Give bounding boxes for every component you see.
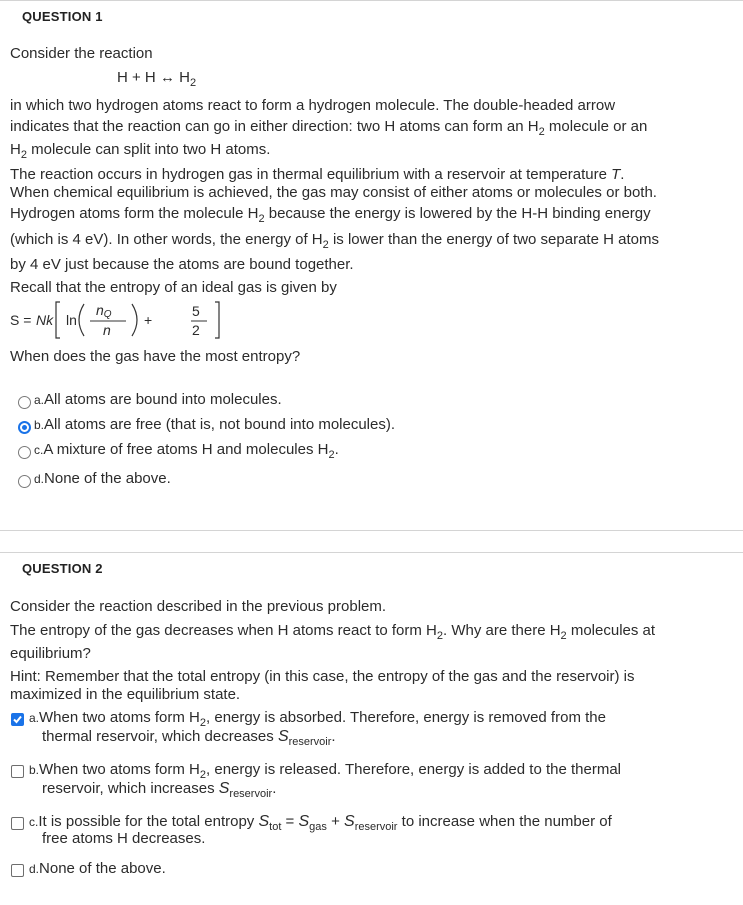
question-2-top-divider <box>0 552 743 553</box>
formula-numerator: nQ <box>96 302 112 320</box>
q2-option-b-checkbox[interactable] <box>11 765 24 778</box>
q1-option-d-radio[interactable] <box>18 475 31 488</box>
q2-option-a[interactable]: a.When two atoms form $H_2$, energy is absorbed. Therefore, energy is removed from the thermal reservoir, which decreases $S_{reservoir}$. <box>29 709 606 748</box>
top-divider <box>0 0 743 1</box>
q2-option-d-checkbox[interactable] <box>11 864 24 877</box>
checkmark-icon <box>11 713 24 726</box>
q1-option-a[interactable]: a.All atoms are bound into molecules. <box>34 391 282 408</box>
question-2-header: QUESTION 2 <box>22 561 103 576</box>
q1-paragraph-1: in which two hydrogen atoms react to form a hydrogen molecule. The double-headed arrow indicates that the reaction can go in either direction: two H atoms can form an $H_2$ molecule or an $H_2$ molecule can split into two H atoms. <box>10 97 648 161</box>
q1-option-d[interactable]: d.None of the above. <box>34 470 171 487</box>
q2-option-c[interactable]: c.It is possible for the total entropy $S_{tot} = S_{gas} + S_{reservoir}$ to increase when the number of free atoms H decreases. <box>29 813 612 847</box>
q1-intro: Consider the reaction <box>10 45 153 62</box>
q2-option-b[interactable]: b.When two atoms form $H_2$, energy is released. Therefore, energy is added to the thermal reservoir, which increases $S_{reservoir}$. <box>29 761 621 800</box>
q1-question: When does the gas have the most entropy? <box>10 348 301 365</box>
q2-hint: Hint: Remember that the total entropy (in this case, the entropy of the gas and the reservoir) is maximized in the equilibrium state. <box>10 668 635 703</box>
q2-option-c-checkbox[interactable] <box>11 817 24 830</box>
q2-option-d[interactable]: d.None of the above. <box>29 860 166 877</box>
section-divider <box>0 530 743 531</box>
q1-option-b[interactable]: b.All atoms are free (that is, not bound into molecules). <box>34 416 396 433</box>
q1-reaction: H + H ↔ $H_2$ <box>117 69 197 89</box>
q2-question: The entropy of the gas decreases when H atoms react to form $H_2$. Why are there $H_2$ molecules at equilibrium? <box>10 622 656 662</box>
q2-intro: Consider the reaction described in the previous problem. <box>10 598 387 615</box>
entropy-formula: S = Nk ln nQ n + 5 2 <box>10 300 220 340</box>
question-1-header: QUESTION 1 <box>22 9 103 24</box>
q1-option-b-radio-selected[interactable] <box>18 421 31 434</box>
q1-option-c[interactable]: c.A mixture of free atoms H and molecules $H_2$. <box>34 441 339 461</box>
q1-paragraph-2: The reaction occurs in hydrogen gas in thermal equilibrium with a reservoir at temperature T. When chemical equilibrium is achieved, the gas may consist of either atoms or molecules or both. Hydrogen atoms form the molecule $H_2$ because the energy is lowered by the H-H binding energy (which is 4 eV). In other words, the energy of $H_2$ is lower than the energy of two separate H atoms by 4 eV just because the atoms are bound together. Recall that the entropy of an ideal gas is given by <box>10 166 659 296</box>
q1-option-c-radio[interactable] <box>18 446 31 459</box>
double-arrow-icon: ↔ <box>159 69 175 86</box>
q2-option-a-checkbox-checked[interactable] <box>11 713 24 726</box>
q1-option-a-radio[interactable] <box>18 396 31 409</box>
